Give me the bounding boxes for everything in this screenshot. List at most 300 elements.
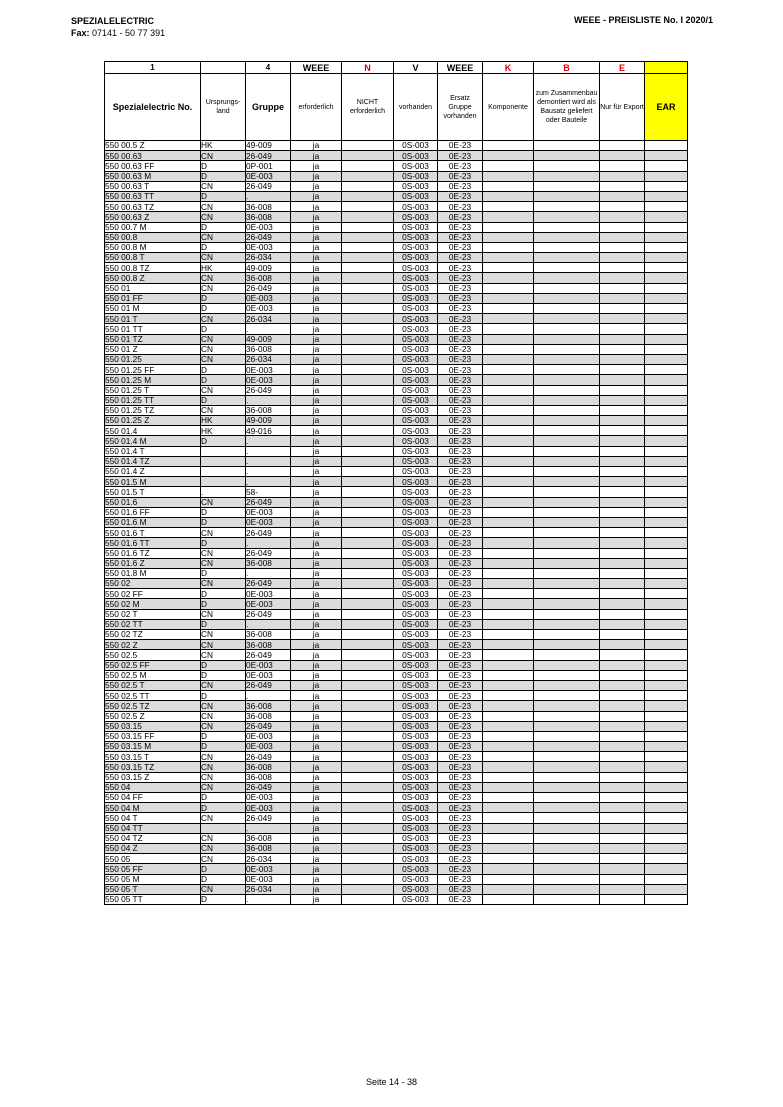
table-row [105, 630, 688, 640]
cell-origin: CN [201, 344, 246, 354]
cell-ersatz-gruppe: 0E-23 [438, 365, 483, 375]
cell-erforderlich: ja [291, 793, 342, 803]
cell-group: 0E-003 [246, 293, 291, 303]
cell-origin: D [201, 324, 246, 334]
cell-erforderlich: ja [291, 803, 342, 813]
col-num-6: V [394, 62, 438, 74]
cell-nicht-erforderlich [342, 599, 394, 609]
cell-komponente [483, 609, 534, 619]
cell-nur-fuer-export [600, 161, 645, 171]
cell-nur-fuer-export [600, 589, 645, 599]
cell-ersatz-gruppe: 0E-23 [438, 579, 483, 589]
cell-bausatz [534, 782, 600, 792]
cell-ersatz-gruppe: 0E-23 [438, 752, 483, 762]
cell-nicht-erforderlich [342, 426, 394, 436]
cell-vorhanden: 0S-003 [394, 691, 438, 701]
col-num-3: 4 [246, 62, 291, 74]
cell-erforderlich: ja [291, 151, 342, 161]
cell-part-no: 550 04 FF [105, 793, 201, 803]
cell-origin: . [201, 487, 246, 497]
table-row [105, 701, 688, 711]
cell-erforderlich: ja [291, 568, 342, 578]
cell-vorhanden: 0S-003 [394, 253, 438, 263]
cell-vorhanden: 0S-003 [394, 558, 438, 568]
cell-ear [645, 884, 688, 894]
cell-origin: CN [201, 385, 246, 395]
cell-erforderlich: ja [291, 538, 342, 548]
cell-bausatz [534, 232, 600, 242]
cell-part-no: 550 01.25 TT [105, 395, 201, 405]
cell-part-no: 550 04 M [105, 803, 201, 813]
cell-ear [645, 467, 688, 477]
cell-komponente [483, 191, 534, 201]
cell-erforderlich: ja [291, 242, 342, 252]
cell-komponente [483, 843, 534, 853]
cell-ersatz-gruppe: 0E-23 [438, 395, 483, 405]
cell-nicht-erforderlich [342, 884, 394, 894]
table-row [105, 507, 688, 517]
cell-erforderlich: ja [291, 293, 342, 303]
cell-group: . [246, 619, 291, 629]
cell-vorhanden: 0S-003 [394, 426, 438, 436]
cell-vorhanden: 0S-003 [394, 742, 438, 752]
cell-group: 0E-003 [246, 599, 291, 609]
cell-origin: CN [201, 711, 246, 721]
cell-origin: D [201, 222, 246, 232]
cell-ersatz-gruppe: 0E-23 [438, 212, 483, 222]
cell-part-no: 550 00.7 M [105, 222, 201, 232]
cell-group: 36-008 [246, 833, 291, 843]
cell-ear [645, 660, 688, 670]
table-row [105, 405, 688, 415]
cell-komponente [483, 558, 534, 568]
cell-erforderlich: ja [291, 324, 342, 334]
cell-bausatz [534, 874, 600, 884]
col-label-ear: EAR [645, 74, 688, 141]
cell-origin: CN [201, 609, 246, 619]
cell-part-no: 550 03.15 Z [105, 772, 201, 782]
cell-vorhanden: 0S-003 [394, 711, 438, 721]
cell-nur-fuer-export [600, 202, 645, 212]
cell-nicht-erforderlich [342, 293, 394, 303]
cell-nicht-erforderlich [342, 365, 394, 375]
cell-nur-fuer-export [600, 517, 645, 527]
cell-ear [645, 385, 688, 395]
cell-vorhanden: 0S-003 [394, 191, 438, 201]
cell-bausatz [534, 691, 600, 701]
table-row [105, 426, 688, 436]
cell-ear [645, 436, 688, 446]
col-num-10: E [600, 62, 645, 74]
cell-bausatz [534, 395, 600, 405]
cell-group: 0E-003 [246, 365, 291, 375]
cell-erforderlich: ja [291, 874, 342, 884]
cell-origin: D [201, 507, 246, 517]
cell-bausatz [534, 670, 600, 680]
cell-komponente [483, 202, 534, 212]
cell-ersatz-gruppe: 0E-23 [438, 609, 483, 619]
table-row [105, 843, 688, 853]
cell-komponente [483, 293, 534, 303]
cell-ersatz-gruppe: 0E-23 [438, 273, 483, 283]
cell-origin: D [201, 375, 246, 385]
cell-bausatz [534, 436, 600, 446]
col-num-2 [201, 62, 246, 74]
cell-bausatz [534, 813, 600, 823]
cell-vorhanden: 0S-003 [394, 650, 438, 660]
cell-nicht-erforderlich [342, 304, 394, 314]
cell-komponente [483, 884, 534, 894]
fax-number: 07141 - 50 77 391 [92, 28, 166, 38]
cell-part-no: 550 04 T [105, 813, 201, 823]
cell-erforderlich: ja [291, 517, 342, 527]
cell-part-no: 550 00.63 T [105, 181, 201, 191]
cell-vorhanden: 0S-003 [394, 507, 438, 517]
cell-vorhanden: 0S-003 [394, 171, 438, 181]
cell-group: 26-049 [246, 813, 291, 823]
cell-nur-fuer-export [600, 660, 645, 670]
cell-origin: HK [201, 416, 246, 426]
cell-nur-fuer-export [600, 650, 645, 660]
cell-origin: CN [201, 782, 246, 792]
cell-group: 26-034 [246, 314, 291, 324]
cell-part-no: 550 05 TT [105, 894, 201, 904]
cell-nur-fuer-export [600, 793, 645, 803]
cell-group: 0P-001 [246, 161, 291, 171]
cell-nur-fuer-export [600, 191, 645, 201]
cell-komponente [483, 405, 534, 415]
table-row [105, 721, 688, 731]
cell-vorhanden: 0S-003 [394, 477, 438, 487]
cell-komponente [483, 314, 534, 324]
cell-group: 26-049 [246, 497, 291, 507]
cell-ersatz-gruppe: 0E-23 [438, 640, 483, 650]
cell-ear [645, 742, 688, 752]
col-label-spezialelectric-no: Spezialelectric No. [105, 74, 201, 141]
cell-vorhanden: 0S-003 [394, 823, 438, 833]
cell-part-no: 550 05 T [105, 884, 201, 894]
cell-nur-fuer-export [600, 385, 645, 395]
cell-erforderlich: ja [291, 222, 342, 232]
cell-origin: CN [201, 314, 246, 324]
cell-vorhanden: 0S-003 [394, 589, 438, 599]
col-label-erforderlich: erforderlich [291, 74, 342, 141]
cell-nicht-erforderlich [342, 456, 394, 466]
cell-nicht-erforderlich [342, 273, 394, 283]
cell-nicht-erforderlich [342, 395, 394, 405]
cell-bausatz [534, 283, 600, 293]
cell-part-no: 550 01.25 [105, 354, 201, 364]
col-label-ersatz-gruppe: Ersatz Gruppe vorhanden [438, 74, 483, 141]
cell-nicht-erforderlich [342, 405, 394, 415]
cell-origin: D [201, 599, 246, 609]
cell-nur-fuer-export [600, 579, 645, 589]
cell-bausatz [534, 324, 600, 334]
cell-nicht-erforderlich [342, 242, 394, 252]
cell-nur-fuer-export [600, 762, 645, 772]
cell-bausatz [534, 477, 600, 487]
cell-vorhanden: 0S-003 [394, 854, 438, 864]
cell-ear [645, 538, 688, 548]
cell-vorhanden: 0S-003 [394, 701, 438, 711]
col-label-nur-fuer-export: Nur für Export [600, 74, 645, 141]
cell-ear [645, 670, 688, 680]
cell-erforderlich: ja [291, 334, 342, 344]
cell-komponente [483, 731, 534, 741]
cell-ersatz-gruppe: 0E-23 [438, 385, 483, 395]
cell-nur-fuer-export [600, 711, 645, 721]
cell-group: 26-049 [246, 385, 291, 395]
cell-nicht-erforderlich [342, 212, 394, 222]
price-table-body [105, 141, 688, 905]
cell-vorhanden: 0S-003 [394, 894, 438, 904]
cell-nur-fuer-export [600, 874, 645, 884]
cell-erforderlich: ja [291, 772, 342, 782]
cell-vorhanden: 0S-003 [394, 354, 438, 364]
cell-ear [645, 793, 688, 803]
cell-nur-fuer-export [600, 813, 645, 823]
cell-erforderlich: ja [291, 395, 342, 405]
cell-ear [645, 701, 688, 711]
cell-nicht-erforderlich [342, 701, 394, 711]
cell-nicht-erforderlich [342, 507, 394, 517]
col-num-9: B [534, 62, 600, 74]
cell-erforderlich: ja [291, 191, 342, 201]
cell-komponente [483, 528, 534, 538]
cell-nicht-erforderlich [342, 528, 394, 538]
cell-erforderlich: ja [291, 467, 342, 477]
table-row [105, 497, 688, 507]
cell-part-no: 550 04 TZ [105, 833, 201, 843]
cell-ersatz-gruppe: 0E-23 [438, 813, 483, 823]
cell-bausatz [534, 793, 600, 803]
cell-ersatz-gruppe: 0E-23 [438, 721, 483, 731]
cell-ear [645, 171, 688, 181]
cell-nicht-erforderlich [342, 691, 394, 701]
cell-origin: D [201, 589, 246, 599]
cell-komponente [483, 324, 534, 334]
cell-nur-fuer-export [600, 263, 645, 273]
cell-ear [645, 202, 688, 212]
cell-part-no: 550 01 Z [105, 344, 201, 354]
fax-label: Fax: [71, 28, 90, 38]
cell-group: 49-009 [246, 141, 291, 151]
cell-erforderlich: ja [291, 579, 342, 589]
cell-komponente [483, 212, 534, 222]
cell-part-no: 550 05 M [105, 874, 201, 884]
cell-erforderlich: ja [291, 365, 342, 375]
cell-vorhanden: 0S-003 [394, 385, 438, 395]
page-number: Seite 14 - 38 [365, 1077, 418, 1087]
cell-bausatz [534, 752, 600, 762]
cell-nur-fuer-export [600, 630, 645, 640]
table-row [105, 742, 688, 752]
cell-nur-fuer-export [600, 843, 645, 853]
cell-ear [645, 497, 688, 507]
cell-erforderlich: ja [291, 354, 342, 364]
cell-ear [645, 181, 688, 191]
cell-ersatz-gruppe: 0E-23 [438, 701, 483, 711]
cell-nur-fuer-export [600, 365, 645, 375]
cell-ersatz-gruppe: 0E-23 [438, 242, 483, 252]
table-row [105, 864, 688, 874]
cell-ear [645, 803, 688, 813]
cell-group: 26-034 [246, 854, 291, 864]
cell-nur-fuer-export [600, 640, 645, 650]
cell-group: 0E-003 [246, 742, 291, 752]
cell-bausatz [534, 151, 600, 161]
cell-nur-fuer-export [600, 375, 645, 385]
cell-vorhanden: 0S-003 [394, 161, 438, 171]
table-row [105, 833, 688, 843]
cell-ersatz-gruppe: 0E-23 [438, 324, 483, 334]
cell-erforderlich: ja [291, 609, 342, 619]
cell-group: 0E-003 [246, 171, 291, 181]
table-row [105, 436, 688, 446]
cell-group: . [246, 436, 291, 446]
cell-nicht-erforderlich [342, 670, 394, 680]
cell-erforderlich: ja [291, 640, 342, 650]
cell-ear [645, 864, 688, 874]
cell-origin: CN [201, 640, 246, 650]
cell-erforderlich: ja [291, 446, 342, 456]
cell-ear [645, 568, 688, 578]
cell-origin: CN [201, 528, 246, 538]
cell-komponente [483, 823, 534, 833]
cell-ersatz-gruppe: 0E-23 [438, 558, 483, 568]
cell-nicht-erforderlich [342, 558, 394, 568]
cell-vorhanden: 0S-003 [394, 599, 438, 609]
cell-komponente [483, 385, 534, 395]
cell-part-no: 550 01.6 TT [105, 538, 201, 548]
cell-nur-fuer-export [600, 467, 645, 477]
cell-ersatz-gruppe: 0E-23 [438, 405, 483, 415]
cell-erforderlich: ja [291, 416, 342, 426]
cell-nicht-erforderlich [342, 854, 394, 864]
cell-group: 26-049 [246, 650, 291, 660]
cell-group: . [246, 324, 291, 334]
cell-nicht-erforderlich [342, 467, 394, 477]
table-row [105, 151, 688, 161]
cell-origin: D [201, 568, 246, 578]
cell-part-no: 550 01.6 T [105, 528, 201, 538]
table-row [105, 793, 688, 803]
cell-ersatz-gruppe: 0E-23 [438, 354, 483, 364]
col-label-vorhanden: vorhanden [394, 74, 438, 141]
company-name: SPEZIALELECTRIC [71, 16, 155, 26]
cell-komponente [483, 589, 534, 599]
cell-erforderlich: ja [291, 548, 342, 558]
cell-group: 26-049 [246, 528, 291, 538]
cell-part-no: 550 01.25 Z [105, 416, 201, 426]
cell-nur-fuer-export [600, 731, 645, 741]
cell-part-no: 550 01 [105, 283, 201, 293]
cell-group: 26-049 [246, 181, 291, 191]
cell-origin: CN [201, 354, 246, 364]
cell-nicht-erforderlich [342, 487, 394, 497]
cell-group: 49-016 [246, 426, 291, 436]
cell-nicht-erforderlich [342, 803, 394, 813]
cell-erforderlich: ja [291, 619, 342, 629]
cell-group: 0E-003 [246, 660, 291, 670]
cell-nur-fuer-export [600, 487, 645, 497]
cell-nicht-erforderlich [342, 711, 394, 721]
cell-ersatz-gruppe: 0E-23 [438, 293, 483, 303]
col-num-11 [645, 62, 688, 74]
col-label-nicht-erforderlich: NICHT erforderlich [342, 74, 394, 141]
cell-erforderlich: ja [291, 181, 342, 191]
cell-group: 36-008 [246, 344, 291, 354]
cell-vorhanden: 0S-003 [394, 568, 438, 578]
cell-nur-fuer-export [600, 436, 645, 446]
cell-ersatz-gruppe: 0E-23 [438, 467, 483, 477]
cell-vorhanden: 0S-003 [394, 609, 438, 619]
cell-erforderlich: ja [291, 273, 342, 283]
table-row [105, 375, 688, 385]
cell-origin: D [201, 742, 246, 752]
cell-group: 0E-003 [246, 517, 291, 527]
cell-group: 26-034 [246, 253, 291, 263]
cell-bausatz [534, 334, 600, 344]
cell-vorhanden: 0S-003 [394, 517, 438, 527]
cell-komponente [483, 304, 534, 314]
cell-ear [645, 609, 688, 619]
cell-part-no: 550 02 T [105, 609, 201, 619]
cell-group: 36-008 [246, 212, 291, 222]
cell-ersatz-gruppe: 0E-23 [438, 253, 483, 263]
table-row [105, 640, 688, 650]
cell-origin: D [201, 670, 246, 680]
cell-nur-fuer-export [600, 742, 645, 752]
cell-nicht-erforderlich [342, 742, 394, 752]
cell-ear [645, 874, 688, 884]
cell-bausatz [534, 599, 600, 609]
col-label-gruppe: Gruppe [246, 74, 291, 141]
cell-bausatz [534, 701, 600, 711]
cell-nicht-erforderlich [342, 793, 394, 803]
cell-bausatz [534, 650, 600, 660]
cell-bausatz [534, 263, 600, 273]
cell-erforderlich: ja [291, 701, 342, 711]
cell-ersatz-gruppe: 0E-23 [438, 416, 483, 426]
col-num-5: N [342, 62, 394, 74]
cell-vorhanden: 0S-003 [394, 813, 438, 823]
cell-nicht-erforderlich [342, 497, 394, 507]
cell-vorhanden: 0S-003 [394, 640, 438, 650]
table-row [105, 772, 688, 782]
cell-bausatz [534, 314, 600, 324]
cell-ear [645, 161, 688, 171]
cell-ear [645, 191, 688, 201]
cell-vorhanden: 0S-003 [394, 762, 438, 772]
cell-nur-fuer-export [600, 864, 645, 874]
cell-part-no: 550 00.63 TT [105, 191, 201, 201]
cell-vorhanden: 0S-003 [394, 884, 438, 894]
cell-vorhanden: 0S-003 [394, 456, 438, 466]
cell-ear [645, 517, 688, 527]
table-row [105, 589, 688, 599]
cell-ersatz-gruppe: 0E-23 [438, 456, 483, 466]
cell-komponente [483, 456, 534, 466]
cell-bausatz [534, 517, 600, 527]
cell-nicht-erforderlich [342, 354, 394, 364]
cell-vorhanden: 0S-003 [394, 731, 438, 741]
cell-ear [645, 405, 688, 415]
cell-origin: D [201, 365, 246, 375]
cell-ersatz-gruppe: 0E-23 [438, 141, 483, 151]
cell-origin [201, 446, 246, 456]
cell-group: 0E-003 [246, 864, 291, 874]
